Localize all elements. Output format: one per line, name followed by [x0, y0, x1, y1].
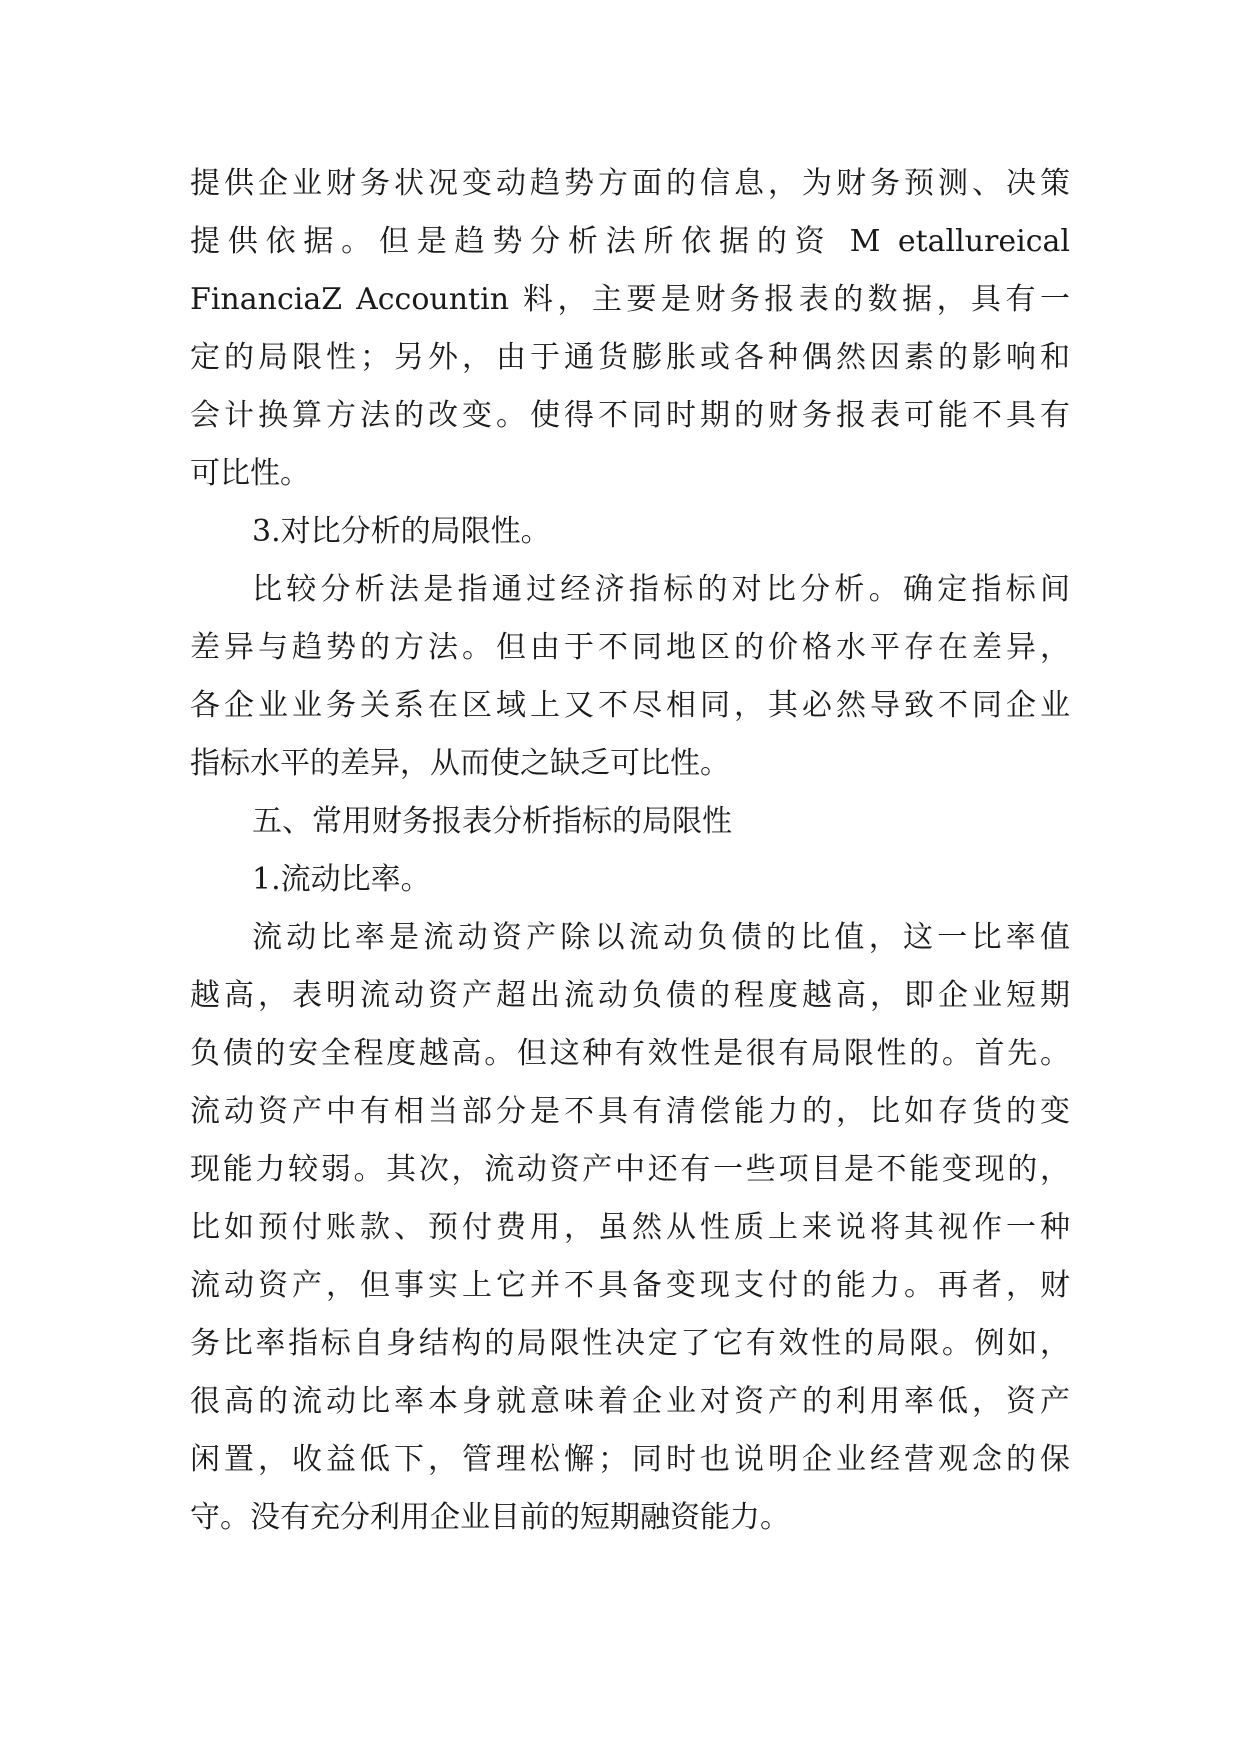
text-line: 很高的流动比率本身就意味着企业对资产的利用率低，资产	[190, 1384, 1070, 1419]
heading-text: 五、常用财务报表分析指标的局限性	[252, 804, 732, 839]
text-line: 务比率指标自身结构的局限性决定了它有效性的局限。例如，	[190, 1326, 1070, 1361]
text-line: 守。没有充分利用企业目前的短期融资能力。	[190, 1500, 790, 1535]
heading-text: 1.流动比率。	[252, 862, 431, 897]
text-line: 比如预付账款、预付费用，虽然从性质上来说将其视作一种	[190, 1210, 1070, 1245]
text-line: 越高，表明流动资产超出流动负债的程度越高，即企业短期	[190, 978, 1070, 1013]
text-line: 流动比率是流动资产除以流动负债的比值，这一比率值	[252, 920, 1070, 955]
subsection-heading-1	[190, 851, 1070, 909]
text-line: 定的局限性；另外，由于通货膨胀或各种偶然因素的影响和	[190, 340, 1070, 375]
paragraph-comparison-analysis	[190, 561, 1070, 793]
text-line: 指标水平的差异，从而使之缺乏可比性。	[190, 746, 730, 781]
text-line: 流动资产，但事实上它并不具备变现支付的能力。再者，财	[190, 1268, 1070, 1303]
paragraph-current-ratio	[190, 909, 1070, 1547]
text-line: 提供依据。但是趋势分析法所依据的资 M etallureical	[190, 224, 1070, 259]
body-text	[190, 155, 1070, 1547]
text-line: 可比性。	[190, 456, 310, 491]
text-line: 提供企业财务状况变动趋势方面的信息，为财务预测、决策	[190, 166, 1070, 201]
text-line: 现能力较弱。其次，流动资产中还有一些项目是不能变现的，	[190, 1152, 1070, 1187]
text-line: 比较分析法是指通过经济指标的对比分析。确定指标间	[252, 572, 1070, 607]
text-line: 闲置，收益低下，管理松懈；同时也说明企业经营观念的保	[190, 1442, 1070, 1477]
section-heading-3	[190, 503, 1070, 561]
heading-text: 3.对比分析的局限性。	[252, 514, 551, 549]
text-line: 各企业业务关系在区域上又不尽相同，其必然导致不同企业	[190, 688, 1070, 723]
text-line: 流动资产中有相当部分是不具有清偿能力的，比如存货的变	[190, 1094, 1070, 1129]
paragraph-trend-analysis	[190, 155, 1070, 503]
text-line: 差异与趋势的方法。但由于不同地区的价格水平存在差异，	[190, 630, 1070, 665]
text-line: 负债的安全程度越高。但这种有效性是很有局限性的。首先。	[190, 1036, 1070, 1071]
text-line: FinanciaZ Accountin 料，主要是财务报表的数据，具有一	[190, 282, 1070, 317]
section-heading-5	[190, 793, 1070, 851]
text-line: 会计换算方法的改变。使得不同时期的财务报表可能不具有	[190, 398, 1070, 433]
